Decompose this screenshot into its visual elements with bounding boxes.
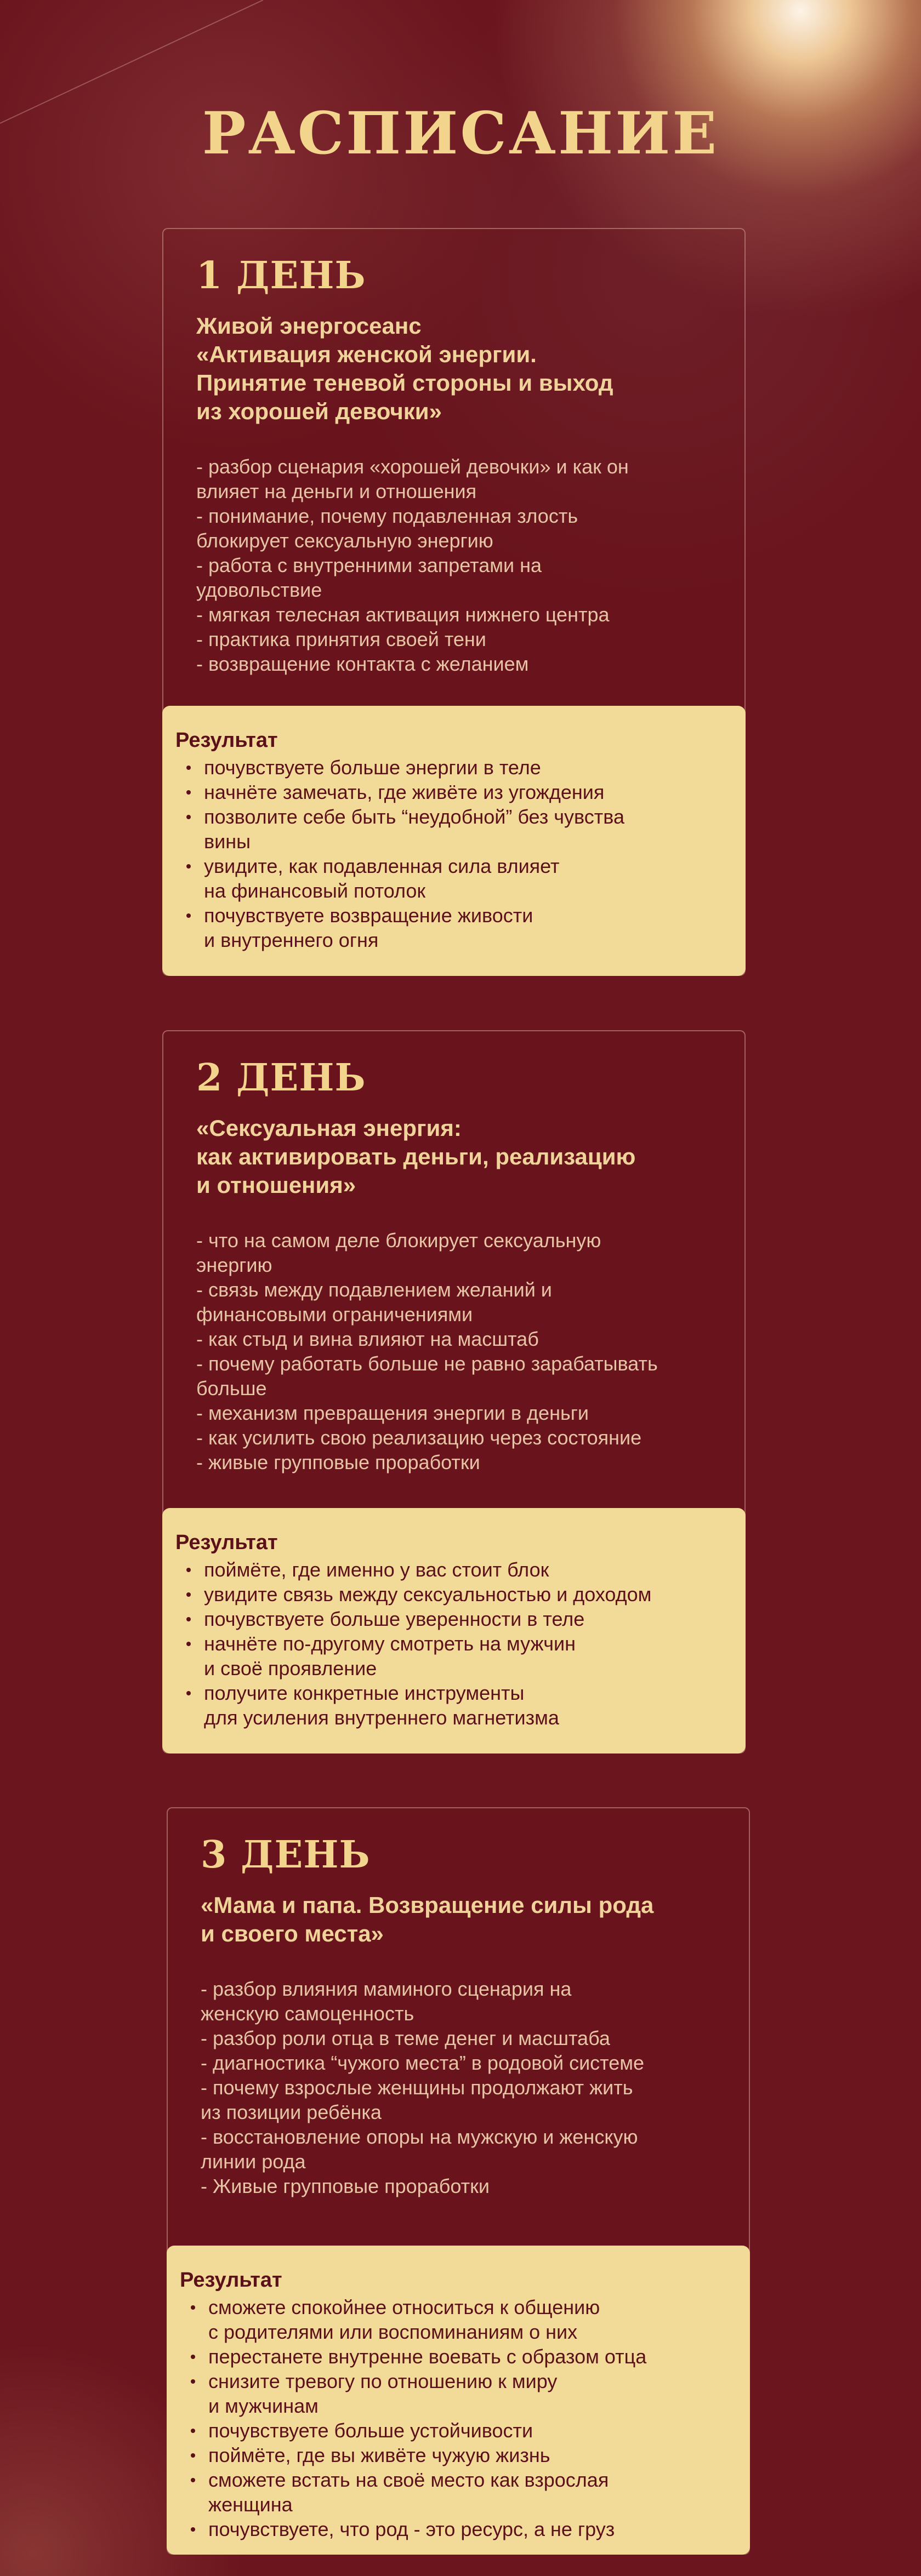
result-box — [162, 706, 746, 976]
bullet-icon — [191, 2305, 195, 2310]
bullet-icon — [186, 1568, 191, 1572]
topic-line: - почему взрослые женщины продолжают жить — [201, 2076, 633, 2099]
result-item: сможете встать на своё место как взрослая женщина — [180, 2468, 735, 2517]
topic-line: энергию — [196, 1253, 272, 1276]
result-item: почувствуете больше уверенности в теле — [175, 1607, 730, 1631]
day-card-2 — [162, 1030, 746, 1753]
result-item: получите конкретные инструменты для усиления внутреннего магнетизма — [175, 1681, 730, 1730]
result-item: поймёте, где именно у вас стоит блок — [175, 1557, 730, 1582]
topic-line: финансовыми ограничениями — [196, 1303, 473, 1326]
topic-line: - разбор сценария «хорошей девочки» и как он — [196, 455, 629, 478]
bullet-icon — [186, 864, 191, 869]
topic-line: - что на самом деле блокирует сексуальную — [196, 1229, 601, 1252]
bullet-icon — [186, 815, 191, 819]
bullet-icon — [186, 1592, 191, 1597]
result-item: почувствуете, что род - это ресурс, а не груз — [180, 2517, 735, 2541]
bullet-icon — [191, 2355, 195, 2359]
topic-line: - живые групповые проработки — [196, 1450, 480, 1473]
topics-list — [196, 454, 712, 676]
bullet-icon — [186, 1642, 191, 1646]
result-title: Результат — [175, 729, 278, 752]
bullet-icon — [191, 2379, 195, 2384]
bullet-icon — [186, 790, 191, 795]
bullet-icon — [186, 1617, 191, 1621]
day-card-1 — [162, 228, 746, 976]
result-item: почувствуете больше устойчивости — [180, 2418, 735, 2443]
topic-line: - как стыд и вина влияют на масштаб — [196, 1327, 539, 1350]
topic-line: - почему работать больше не равно зарабатывать — [196, 1352, 658, 1375]
topics-list — [201, 1977, 716, 2198]
topic-line: женскую самоценность — [201, 2002, 414, 2025]
result-list — [175, 1557, 730, 1730]
topic-line: влияет на деньги и отношения — [196, 479, 477, 502]
topic-line: - практика принятия своей тени — [196, 627, 486, 650]
day-label: 2 ДЕНЬ — [196, 1056, 366, 1100]
topic-line: - Живые групповые проработки — [201, 2174, 490, 2197]
topic-line: - работа с внутренними запретами на — [196, 553, 542, 576]
day-title: «Сексуальная энергия: как активировать деньги, реализацию и отношения» — [196, 1115, 636, 1198]
result-title: Результат — [175, 1531, 278, 1554]
topic-line: - разбор роли отца в теме денег и масштаба — [201, 2026, 610, 2049]
day-label: 1 ДЕНЬ — [196, 254, 366, 298]
topic-line: линии рода — [201, 2150, 306, 2173]
day-title: Живой энергосеанс «Активация женской энергии. Принятие теневой стороны и выход из хорошей девочки» — [196, 312, 613, 424]
result-title: Результат — [180, 2269, 282, 2292]
result-list — [180, 2295, 735, 2541]
topic-line: удовольствие — [196, 578, 322, 601]
result-item: снизите тревогу по отношению к миру и мужчинам — [180, 2369, 735, 2418]
day-label: 3 ДЕНЬ — [201, 1833, 371, 1877]
topic-line: - механизм превращения энергии в деньги — [196, 1401, 589, 1424]
result-box — [167, 2246, 750, 2555]
topic-line: - понимание, почему подавленная злость — [196, 504, 578, 527]
day-card-3 — [167, 1807, 750, 2555]
result-item: начнёте замечать, где живёте из угождения — [175, 780, 730, 804]
day-title: «Мама и папа. Возвращение силы рода и своего места» — [201, 1892, 654, 1946]
result-item: увидите связь между сексуальностью и доходом — [175, 1582, 730, 1607]
topic-line: - возвращение контакта с желанием — [196, 652, 529, 675]
bullet-icon — [191, 2429, 195, 2433]
topics-list — [196, 1228, 712, 1475]
bullet-icon — [186, 766, 191, 770]
bullet-icon — [191, 2453, 195, 2458]
result-item: почувствуете возвращение живости и внутреннего огня — [175, 903, 730, 952]
result-item: почувствуете больше энергии в теле — [175, 755, 730, 780]
topic-line: - связь между подавлением желаний и — [196, 1278, 552, 1301]
bullet-icon — [186, 913, 191, 918]
result-item: позволите себе быть “неудобной” без чувства вины — [175, 804, 730, 854]
result-item: начнёте по-другому смотреть на мужчин и своё проявление — [175, 1631, 730, 1681]
topic-line: блокирует сексуальную энергию — [196, 529, 493, 552]
bullet-icon — [191, 2527, 195, 2532]
result-item: сможете спокойнее относиться к общению с родителями или воспоминаниям о них — [180, 2295, 735, 2344]
topic-line: - восстановление опоры на мужскую и женскую — [201, 2125, 638, 2148]
topic-line: из позиции ребёнка — [201, 2100, 382, 2123]
topic-line: - мягкая телесная активация нижнего центра — [196, 603, 610, 626]
result-item: увидите, как подавленная сила влияет на финансовый потолок — [175, 854, 730, 903]
bullet-icon — [186, 1691, 191, 1695]
topic-line: - разбор влияния маминого сценария на — [201, 1977, 572, 2000]
result-item: перестанете внутренне воевать с образом отца — [180, 2344, 735, 2369]
result-item: поймёте, где вы живёте чужую жизнь — [180, 2443, 735, 2468]
bullet-icon — [191, 2478, 195, 2482]
topic-line: больше — [196, 1376, 267, 1400]
page-title: РАСПИСАНИЕ — [202, 99, 719, 167]
topic-line: - как усилить свою реализацию через состояние — [196, 1426, 642, 1449]
result-list — [175, 755, 730, 952]
topic-line: - диагностика “чужого места” в родовой системе — [201, 2051, 645, 2074]
result-box — [162, 1508, 746, 1753]
